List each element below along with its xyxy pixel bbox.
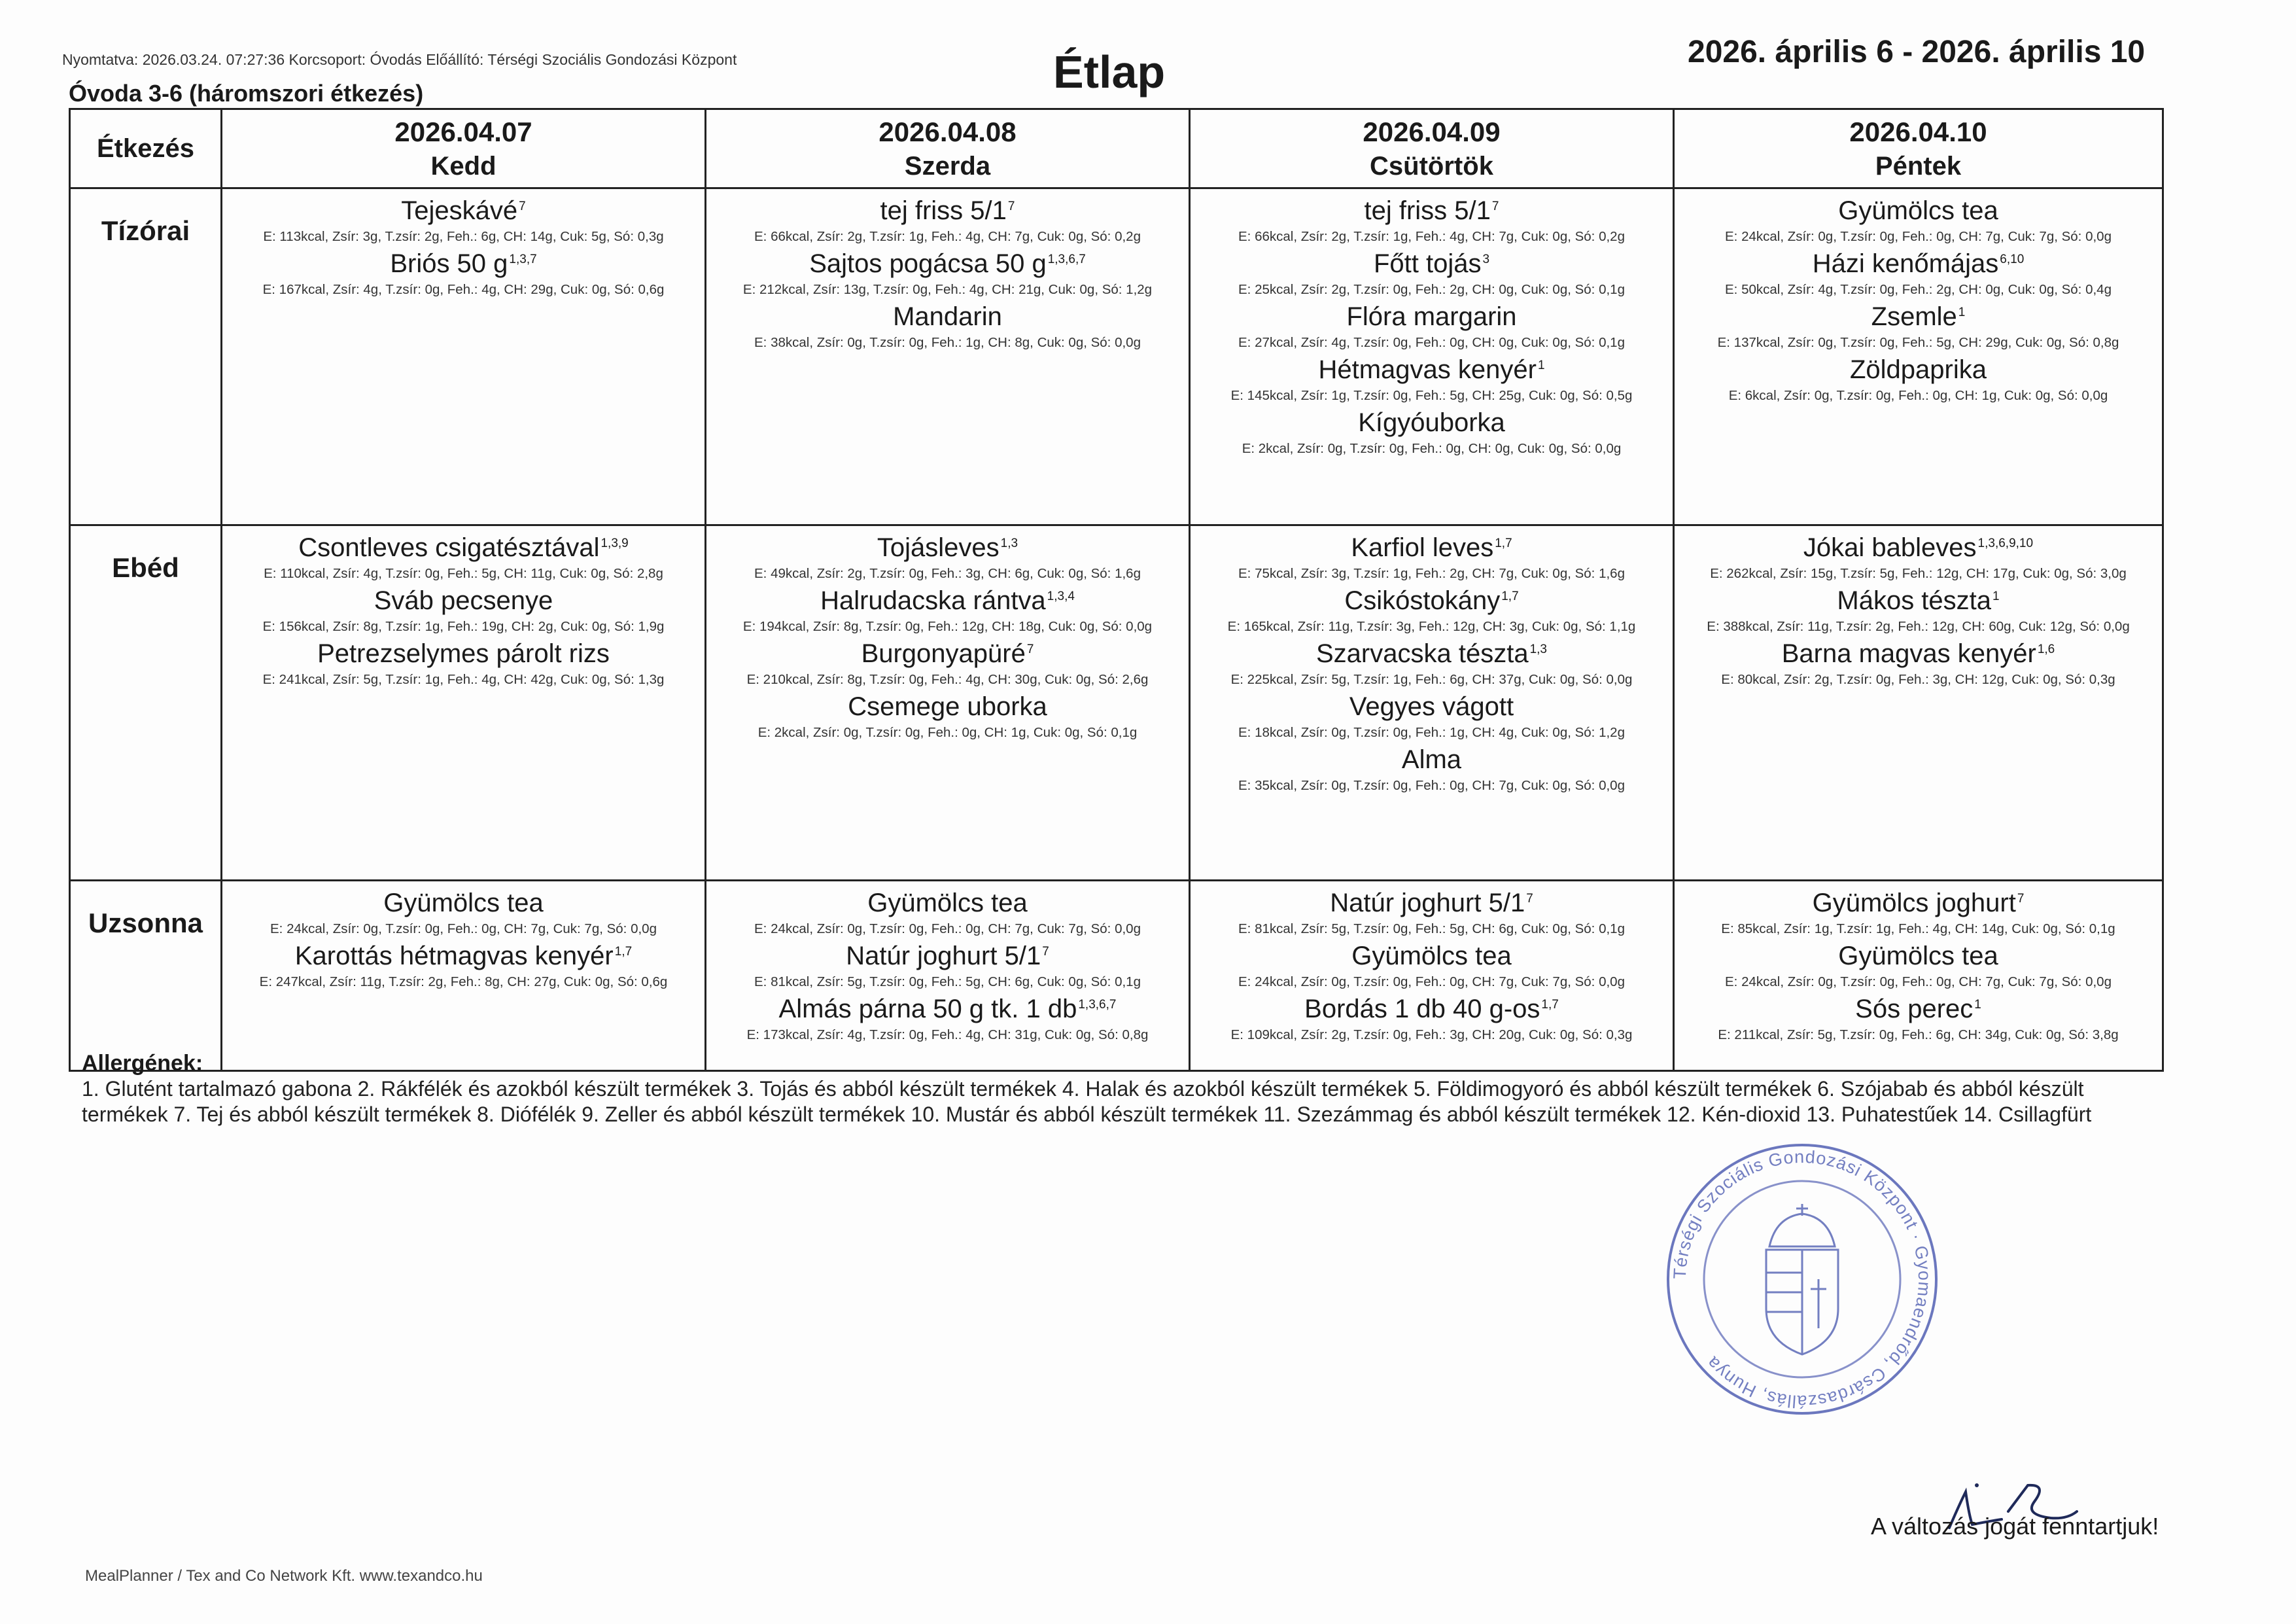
dish-name — [1196, 533, 1667, 563]
stamp-text: Térségi Szociális Gondozási Központ · Gyomaendrőd, Csárdaszállás, Hunya — [1669, 1146, 1935, 1412]
dish-name — [228, 249, 699, 279]
allergen-codes: 1,3,4 — [1047, 589, 1075, 603]
dish-name-text: Házi kenőmájas — [1812, 249, 1999, 278]
page-title: Étlap — [1053, 46, 1166, 97]
dish-name-text: Sós perec — [1855, 995, 1974, 1023]
allergen-codes: 1,6 — [2037, 642, 2055, 656]
menu-item — [712, 994, 1183, 1043]
dish-name — [1680, 639, 2157, 669]
dish-name — [712, 692, 1183, 722]
dish-name-text: Jókai bableves — [1803, 533, 1977, 562]
menu-item — [228, 639, 699, 688]
menu-item — [1680, 941, 2157, 990]
dish-name — [1680, 533, 2157, 563]
nutrition-info: E: 137kcal, Zsír: 0g, T.zsír: 0g, Feh.: 5g, CH: 29g, Cuk: 0g, Só: 0,8g — [1717, 335, 2119, 350]
menu-item — [1680, 196, 2157, 245]
dish-name-text: Barna magvas kenyér — [1781, 639, 2036, 668]
allergen-codes: 7 — [1526, 891, 1533, 906]
menu-item — [228, 533, 699, 582]
menu-cell — [1674, 188, 2163, 525]
allergen-codes: 1,7 — [1541, 997, 1559, 1012]
menu-cell — [1674, 525, 2163, 881]
dish-name-text: tej friss 5/1 — [880, 196, 1007, 225]
meal-row — [70, 188, 2163, 525]
menu-item — [1680, 888, 2157, 937]
dish-name — [1680, 196, 2157, 226]
day-name: Szerda — [904, 151, 991, 181]
dish-name-text: Gyümölcs tea — [383, 889, 544, 917]
menu-item — [712, 196, 1183, 245]
dish-name-text: Gyümölcs tea — [1838, 942, 1998, 970]
dish-name — [1196, 249, 1667, 279]
dish-name-text: Natúr joghurt 5/1 — [846, 942, 1041, 970]
nutrition-info: E: 66kcal, Zsír: 2g, T.zsír: 1g, Feh.: 4g, CH: 7g, Cuk: 0g, Só: 0,2g — [1238, 229, 1625, 244]
dish-name-text: Alma — [1401, 745, 1462, 774]
dish-name-text: Karfiol leves — [1351, 533, 1494, 562]
dish-name — [228, 639, 699, 669]
dish-name-text: Sváb pecsenye — [374, 586, 553, 615]
nutrition-info: E: 24kcal, Zsír: 0g, T.zsír: 0g, Feh.: 0g, CH: 7g, Cuk: 7g, Só: 0,0g — [754, 921, 1141, 936]
nutrition-info: E: 81kcal, Zsír: 5g, T.zsír: 0g, Feh.: 5g, CH: 6g, Cuk: 0g, Só: 0,1g — [754, 974, 1141, 989]
allergen-codes: 1,3,6,7 — [1078, 997, 1117, 1012]
allergen-codes: 1,7 — [614, 944, 633, 959]
day-date: 2026.04.08 — [878, 116, 1017, 147]
day-date: 2026.04.07 — [394, 116, 532, 147]
nutrition-info: E: 212kcal, Zsír: 13g, T.zsír: 0g, Feh.: 4g, CH: 21g, Cuk: 0g, Só: 1,2g — [742, 282, 1153, 297]
nutrition-info: E: 85kcal, Zsír: 1g, T.zsír: 1g, Feh.: 4g, CH: 14g, Cuk: 0g, Só: 0,1g — [1721, 921, 2115, 936]
dish-name-text: Briós 50 g — [390, 249, 508, 278]
menu-item — [228, 888, 699, 937]
nutrition-info: E: 110kcal, Zsír: 4g, T.zsír: 0g, Feh.: 5g, CH: 11g, Cuk: 0g, Só: 2,8g — [264, 566, 663, 581]
allergen-codes: 7 — [1042, 944, 1049, 959]
dish-name — [712, 249, 1183, 279]
dish-name-text: Tejeskávé — [401, 196, 518, 225]
dish-name — [1196, 196, 1667, 226]
dish-name — [228, 196, 699, 226]
meal-label: Tízórai — [70, 188, 222, 525]
allergen-codes: 1,3 — [1000, 536, 1018, 550]
nutrition-info: E: 66kcal, Zsír: 2g, T.zsír: 1g, Feh.: 4g, CH: 7g, Cuk: 0g, Só: 0,2g — [754, 229, 1141, 244]
menu-cell — [222, 188, 706, 525]
menu-cell — [706, 188, 1190, 525]
nutrition-info: E: 75kcal, Zsír: 3g, T.zsír: 1g, Feh.: 2g, CH: 7g, Cuk: 0g, Só: 1,6g — [1238, 566, 1625, 581]
official-stamp — [1661, 1139, 1943, 1420]
menu-cell — [222, 525, 706, 881]
nutrition-info: E: 35kcal, Zsír: 0g, T.zsír: 0g, Feh.: 0g, CH: 7g, Cuk: 0g, Só: 0,0g — [1238, 778, 1625, 793]
menu-item — [1680, 639, 2157, 688]
dish-name-text: Tojásleves — [877, 533, 1000, 562]
allergen-codes: 1 — [1537, 358, 1545, 372]
dish-name — [1196, 302, 1667, 332]
dish-name — [1196, 586, 1667, 616]
dish-name — [228, 941, 699, 971]
menu-item — [712, 941, 1183, 990]
nutrition-info: E: 194kcal, Zsír: 8g, T.zsír: 0g, Feh.: 12g, CH: 18g, Cuk: 0g, Só: 0,0g — [742, 619, 1153, 634]
menu-cell — [1190, 525, 1674, 881]
day-date: 2026.04.10 — [1849, 116, 1987, 147]
menu-item — [712, 639, 1183, 688]
menu-item — [1196, 196, 1667, 245]
menu-item — [228, 586, 699, 635]
dish-name — [228, 888, 699, 918]
header-row — [70, 109, 2163, 188]
menu-item — [712, 302, 1183, 351]
nutrition-info: E: 241kcal, Zsír: 5g, T.zsír: 1g, Feh.: 4g, CH: 42g, Cuk: 0g, Só: 1,3g — [262, 672, 665, 687]
dish-name-text: Mákos tészta — [1837, 586, 1992, 615]
menu-item — [1196, 994, 1667, 1043]
nutrition-info: E: 24kcal, Zsír: 0g, T.zsír: 0g, Feh.: 0g, CH: 7g, Cuk: 7g, Só: 0,0g — [270, 921, 657, 936]
nutrition-info: E: 145kcal, Zsír: 1g, T.zsír: 0g, Feh.: 5g, CH: 25g, Cuk: 0g, Só: 0,5g — [1230, 388, 1633, 403]
dish-name — [712, 888, 1183, 918]
menu-item — [1196, 355, 1667, 404]
allergen-legend-title: Allergének: — [82, 1051, 203, 1076]
dish-name-text: Csikóstokány — [1344, 586, 1501, 615]
menu-item — [1196, 249, 1667, 298]
nutrition-info: E: 24kcal, Zsír: 0g, T.zsír: 0g, Feh.: 0g, CH: 7g, Cuk: 7g, Só: 0,0g — [1725, 974, 2112, 989]
allergen-codes: 7 — [1491, 199, 1499, 213]
nutrition-info: E: 24kcal, Zsír: 0g, T.zsír: 0g, Feh.: 0g, CH: 7g, Cuk: 7g, Só: 0,0g — [1725, 229, 2112, 244]
dish-name-text: tej friss 5/1 — [1364, 196, 1491, 225]
date-range: 2026. április 6 - 2026. április 10 — [1688, 35, 2146, 69]
nutrition-info: E: 167kcal, Zsír: 4g, T.zsír: 0g, Feh.: 4g, CH: 29g, Cuk: 0g, Só: 0,6g — [262, 282, 665, 297]
footer-credit: MealPlanner / Tex and Co Network Kft. www.texandco.hu — [85, 1567, 483, 1585]
dish-name — [228, 533, 699, 563]
allergen-codes: 1,3,6,9,10 — [1977, 536, 2034, 550]
dish-name-text: Gyümölcs tea — [1351, 942, 1512, 970]
dish-name-text: Csontleves csigatésztával — [298, 533, 600, 562]
nutrition-info: E: 156kcal, Zsír: 8g, T.zsír: 1g, Feh.: 19g, CH: 2g, Cuk: 0g, Só: 1,9g — [262, 619, 665, 634]
print-info: Nyomtatva: 2026.03.24. 07:27:36 Korcsoport: Óvodás Előállító: Térségi Szociális Gondozási Központ — [62, 51, 737, 68]
menu-item — [228, 249, 699, 298]
day-name: Csütörtök — [1370, 151, 1493, 181]
dish-name — [712, 533, 1183, 563]
nutrition-info: E: 262kcal, Zsír: 15g, T.zsír: 5g, Feh.: 12g, CH: 17g, Cuk: 0g, Só: 3,0g — [1710, 566, 2127, 581]
allergen-codes: 1 — [1974, 997, 1981, 1012]
meal-column-header: Étkezés — [70, 109, 222, 188]
menu-item — [712, 249, 1183, 298]
menu-item — [228, 196, 699, 245]
nutrition-info: E: 247kcal, Zsír: 11g, T.zsír: 2g, Feh.: 8g, CH: 27g, Cuk: 0g, Só: 0,6g — [259, 974, 668, 989]
allergen-codes: 7 — [2017, 891, 2025, 906]
dish-name — [712, 639, 1183, 669]
menu-item — [1196, 888, 1667, 937]
nutrition-info: E: 211kcal, Zsír: 5g, T.zsír: 0g, Feh.: 6g, CH: 34g, Cuk: 0g, Só: 3,8g — [1718, 1027, 2119, 1042]
menu-item — [1680, 302, 2157, 351]
nutrition-info: E: 113kcal, Zsír: 3g, T.zsír: 2g, Feh.: 6g, CH: 14g, Cuk: 5g, Só: 0,3g — [263, 229, 664, 244]
nutrition-info: E: 18kcal, Zsír: 0g, T.zsír: 0g, Feh.: 1g, CH: 4g, Cuk: 0g, Só: 1,2g — [1238, 725, 1625, 740]
day-name: Péntek — [1875, 151, 1962, 181]
dish-name-text: Csemege uborka — [848, 692, 1047, 721]
dish-name-text: Vegyes vágott — [1349, 692, 1514, 721]
allergen-codes: 7 — [1007, 199, 1015, 213]
dish-name — [1680, 249, 2157, 279]
menu-item — [1680, 994, 2157, 1043]
dish-name — [712, 196, 1183, 226]
coat-of-arms-icon — [1766, 1204, 1838, 1354]
nutrition-info: E: 27kcal, Zsír: 4g, T.zsír: 0g, Feh.: 0g, CH: 0g, Cuk: 0g, Só: 0,1g — [1238, 335, 1625, 350]
menu-item — [1196, 408, 1667, 457]
dish-name — [1680, 586, 2157, 616]
allergen-codes: 6,10 — [2000, 252, 2025, 266]
nutrition-info: E: 109kcal, Zsír: 2g, T.zsír: 0g, Feh.: 3g, CH: 20g, Cuk: 0g, Só: 0,3g — [1230, 1027, 1633, 1042]
menu-item — [1196, 692, 1667, 741]
allergen-codes: 1,7 — [1501, 589, 1519, 603]
allergen-codes: 3 — [1482, 252, 1490, 266]
dish-name — [712, 302, 1183, 332]
meal-label: Uzsonna — [70, 881, 222, 1071]
dish-name — [1196, 355, 1667, 385]
menu-cell — [1190, 881, 1674, 1071]
nutrition-info: E: 38kcal, Zsír: 0g, T.zsír: 0g, Feh.: 1g, CH: 8g, Cuk: 0g, Só: 0,0g — [754, 335, 1141, 350]
dish-name-text: Gyümölcs tea — [867, 889, 1028, 917]
dish-name — [1680, 888, 2157, 918]
dish-name-text: Almás párna 50 g tk. 1 db — [778, 995, 1077, 1023]
nutrition-info: E: 80kcal, Zsír: 2g, T.zsír: 0g, Feh.: 3g, CH: 12g, Cuk: 0g, Só: 0,3g — [1721, 672, 2115, 687]
menu-item — [1680, 533, 2157, 582]
dish-name — [1196, 639, 1667, 669]
dish-name-text: Sajtos pogácsa 50 g — [809, 249, 1047, 278]
nutrition-info: E: 165kcal, Zsír: 11g, T.zsír: 3g, Feh.: 12g, CH: 3g, Cuk: 0g, Só: 1,1g — [1227, 619, 1636, 634]
nutrition-info: E: 2kcal, Zsír: 0g, T.zsír: 0g, Feh.: 0g, CH: 1g, Cuk: 0g, Só: 0,1g — [757, 725, 1138, 740]
allergen-codes: 7 — [519, 199, 526, 213]
nutrition-info: E: 50kcal, Zsír: 4g, T.zsír: 0g, Feh.: 2g, CH: 0g, Cuk: 0g, Só: 0,4g — [1725, 282, 2112, 297]
dish-name-text: Hétmagvas kenyér — [1318, 355, 1537, 384]
menu-item — [1680, 586, 2157, 635]
dish-name — [1196, 408, 1667, 438]
allergen-codes: 1,3,7 — [509, 252, 537, 266]
nutrition-info: E: 81kcal, Zsír: 5g, T.zsír: 0g, Feh.: 5g, CH: 6g, Cuk: 0g, Só: 0,1g — [1238, 921, 1625, 936]
menu-table — [69, 108, 2164, 1072]
dish-name-text: Flóra margarin — [1346, 302, 1517, 331]
dish-name-text: Halrudacska rántva — [820, 586, 1046, 615]
menu-item — [1196, 533, 1667, 582]
menu-item — [1196, 941, 1667, 990]
dish-name — [1680, 355, 2157, 385]
meal-row — [70, 525, 2163, 881]
menu-body — [70, 188, 2163, 1071]
nutrition-info: E: 24kcal, Zsír: 0g, T.zsír: 0g, Feh.: 0g, CH: 7g, Cuk: 7g, Só: 0,0g — [1238, 974, 1625, 989]
dish-name — [1196, 745, 1667, 775]
menu-item — [712, 586, 1183, 635]
day-header — [1190, 109, 1674, 188]
menu-item — [1680, 249, 2157, 298]
menu-item — [1196, 745, 1667, 794]
nutrition-info: E: 25kcal, Zsír: 2g, T.zsír: 0g, Feh.: 2g, CH: 0g, Cuk: 0g, Só: 0,1g — [1238, 282, 1625, 297]
dish-name-text: Szarvacska tészta — [1316, 639, 1529, 668]
menu-cell — [222, 881, 706, 1071]
day-header — [706, 109, 1190, 188]
allergen-codes: 1 — [1992, 589, 2000, 603]
menu-item — [712, 533, 1183, 582]
change-reservation-note: A változás jogát fenntartjuk! — [1871, 1513, 2159, 1540]
dish-name-text: Karottás hétmagvas kenyér — [294, 942, 614, 970]
allergen-codes: 1,3,6,7 — [1047, 252, 1086, 266]
nutrition-info: E: 210kcal, Zsír: 8g, T.zsír: 0g, Feh.: 4g, CH: 30g, Cuk: 0g, Só: 2,6g — [746, 672, 1149, 687]
menu-cell — [706, 881, 1190, 1071]
dish-name — [1680, 994, 2157, 1024]
dish-name-text: Zöldpaprika — [1849, 355, 1987, 384]
age-group-label: Óvoda 3-6 (háromszori étkezés) — [69, 80, 424, 107]
menu-cell — [1190, 188, 1674, 525]
dish-name — [1680, 302, 2157, 332]
allergen-codes: 1,3 — [1529, 642, 1547, 656]
nutrition-info: E: 225kcal, Zsír: 5g, T.zsír: 1g, Feh.: 6g, CH: 37g, Cuk: 0g, Só: 0,0g — [1230, 672, 1633, 687]
day-header — [222, 109, 706, 188]
allergen-codes: 7 — [1026, 642, 1034, 656]
dish-name — [228, 586, 699, 616]
dish-name-text: Kígyóuborka — [1358, 408, 1505, 437]
dish-name — [1196, 941, 1667, 971]
nutrition-info: E: 49kcal, Zsír: 2g, T.zsír: 0g, Feh.: 3g, CH: 6g, Cuk: 0g, Só: 1,6g — [754, 566, 1141, 581]
day-header — [1674, 109, 2163, 188]
nutrition-info: E: 6kcal, Zsír: 0g, T.zsír: 0g, Feh.: 0g, CH: 1g, Cuk: 0g, Só: 0,0g — [1728, 388, 2108, 403]
dish-name — [1196, 994, 1667, 1024]
allergen-codes: 1 — [1958, 305, 1966, 319]
menu-item — [1196, 639, 1667, 688]
menu-item — [1196, 586, 1667, 635]
dish-name — [712, 586, 1183, 616]
nutrition-info: E: 2kcal, Zsír: 0g, T.zsír: 0g, Feh.: 0g, CH: 0g, Cuk: 0g, Só: 0,0g — [1242, 441, 1622, 456]
meal-label: Ebéd — [70, 525, 222, 881]
allergen-legend: 1. Glutént tartalmazó gabona 2. Rákfélék és azokból készült termékek 3. Tojás és abból készült termékek 4. Halak és azokból készült termékek 5. Földimogyoró és abból készült termékek 6. Szójabab és abból készült termékek 7. Tej és abból készült termékek 8. Diófélék 9. Zeller és abból készült termékek 10. Mustár és abból készült termékek 11. Szezámmag és abból készült termékek 12. Kén-dioxid 13. Puhatestűek 14. Csillagfürt — [82, 1077, 2092, 1127]
dish-name-text: Burgonyapüré — [861, 639, 1026, 668]
dish-name-text: Natúr joghurt 5/1 — [1330, 889, 1525, 917]
menu-cell — [1674, 881, 2163, 1071]
dish-name-text: Mandarin — [893, 302, 1002, 331]
nutrition-info: E: 173kcal, Zsír: 4g, T.zsír: 0g, Feh.: 4g, CH: 31g, Cuk: 0g, Só: 0,8g — [746, 1027, 1149, 1042]
day-name: Kedd — [430, 151, 496, 181]
dish-name — [712, 994, 1183, 1024]
dish-name — [1680, 941, 2157, 971]
dish-name-text: Főtt tojás — [1373, 249, 1482, 278]
menu-item — [228, 941, 699, 990]
dish-name-text: Gyümölcs joghurt — [1812, 889, 2016, 917]
allergen-codes: 1,3,9 — [600, 536, 629, 550]
menu-item — [712, 888, 1183, 937]
dish-name-text: Petrezselymes párolt rizs — [317, 639, 610, 668]
dish-name-text: Zsemle — [1871, 302, 1957, 331]
menu-item — [1196, 302, 1667, 351]
allergen-codes: 1,7 — [1495, 536, 1512, 550]
nutrition-info: E: 388kcal, Zsír: 11g, T.zsír: 2g, Feh.: 12g, CH: 60g, Cuk: 12g, Só: 0,0g — [1707, 619, 2130, 634]
menu-item — [1680, 355, 2157, 404]
dish-name — [1196, 692, 1667, 722]
meal-row — [70, 881, 2163, 1071]
day-date: 2026.04.09 — [1363, 116, 1501, 147]
dish-name-text: Bordás 1 db 40 g-os — [1304, 995, 1540, 1023]
dish-name — [1196, 888, 1667, 918]
menu-cell — [706, 525, 1190, 881]
dish-name — [712, 941, 1183, 971]
dish-name-text: Gyümölcs tea — [1838, 196, 1998, 225]
menu-item — [712, 692, 1183, 741]
